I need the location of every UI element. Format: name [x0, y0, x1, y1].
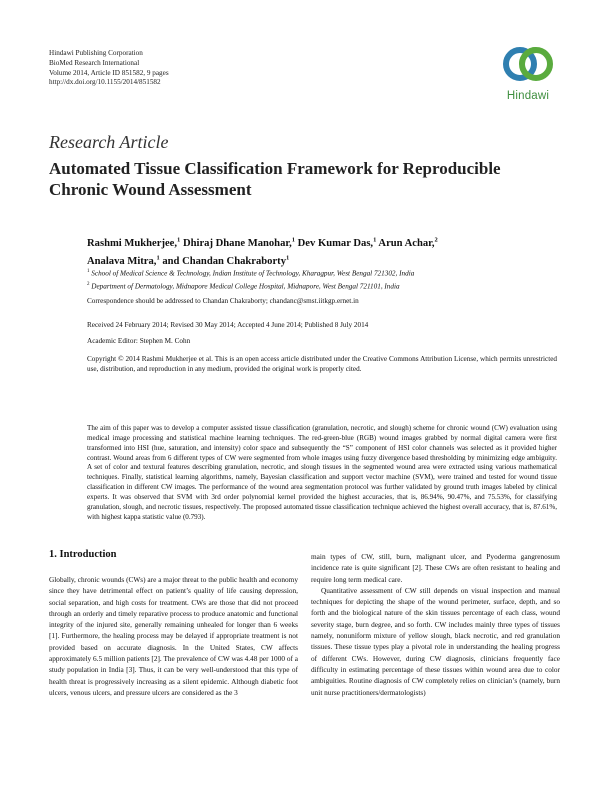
author: Dhiraj Dhane Manohar,$^1$ [182, 236, 295, 249]
section-heading: 1. Introduction [49, 549, 117, 560]
article-type: Research Article [49, 132, 169, 152]
author: Rashmi Mukherjee,$^1$ [87, 236, 181, 249]
publisher: Hindawi Publishing Corporation [49, 49, 143, 57]
affiliation: $^1$ School of Medical Science & Technology, Indian Institute of Technology, Kharagpur, West Bengal 721302, India [87, 269, 415, 278]
dates: Received 24 February 2014; Revised 30 May 2014; Accepted 4 June 2014; Published 8 July 2014 [87, 321, 369, 329]
affiliations [87, 266, 557, 293]
journal-header [49, 49, 169, 88]
author: Arun Achar,$^2$ [378, 236, 438, 249]
author: Dev Kumar Das,$^1$ [297, 236, 377, 249]
paper-title: Automated Tissue Classification Framework for Reproducible Chronic Wound Assessment [49, 159, 501, 199]
author-list [87, 232, 527, 269]
copyright: Copyright © 2014 Rashmi Mukherjee et al. This is an open access article distributed under the Creative Commons Attribution License, which permits unrestricted use, distribution, and reproduction in any medium, provided the original work is properly cited. [87, 355, 557, 373]
hindawi-logo-icon [496, 44, 560, 90]
affiliation: $^2$ Department of Dermatology, Midnapore Medical College Hospital, Midnapore, West Bengal 721101, India [87, 282, 400, 291]
author: Analava Mitra,$^1$ [87, 254, 160, 268]
academic-editor: Academic Editor: Stephen M. Cohn [87, 337, 191, 345]
paragraph: main types of CW, still, burn, malignant ulcer, and Pyoderma gangrenosum incidence rate is quite significant [2]. These CWs are often resistant to healing and require long term medical care. [311, 552, 560, 584]
logo-text: Hindawi [506, 90, 550, 102]
correspondence: Correspondence should be addressed to Chandan Chakraborty; chandanc@smst.iitkgp.ernet.in [87, 297, 359, 305]
column-left [49, 574, 298, 698]
paragraph: Globally, chronic wounds (CWs) are a major threat to the public health and economy since they have detrimental effect on patient’s quality of life causing depression, social separation, and high costs for treatment. CWs are those that did not proceed through an orderly and timely reparative process to produce anatomic and functional integrity of the injured site, generally remaining unhealed for longer than 6 weeks [1]. Furthermore, the healing process may be delayed if appropriate treatment is not provided based on accurate diagnosis. In the United States, CW affects approximately 6.5 million patients [2]. The prevalence of CW was 4.48 per 1000 of a study population in India [3]. Thus, it can be very well-understood that this type of health threat is progressively increasing as a silent epidemic. Although diabetic foot ulcers, venous ulcers, and pressure ulcers are considered as the 3 [49, 575, 298, 697]
author: and Chandan Chakraborty$^1$ [162, 254, 290, 268]
abstract: The aim of this paper was to develop a computer assisted tissue classification (granulation, necrotic, and slough) scheme for chronic wound (CW) evaluation using medical image processing and statistical machine learning techniques. The red-green-blue (RGB) wound images grabbed by normal digital camera were first transformed into HSI (hue, saturation, and intensity) color space and subsequently the “S” component of HSI color channels was selected as it provided higher contrast. Wound areas from 6 different types of CW were segmented from whole images using fuzzy divergence based thresholding by minimizing edge ambiguity. A set of color and textural features describing granulation, necrotic, and slough tissues in the segmented wound area were extracted using various mathematical techniques. Finally, statistical learning algorithms, namely, Bayesian classification and support vector machine (SVM), were trained and tested for wound tissue classification in different CW images. The performance of the wound area segmentation protocol was further validated by ground truth images labeled by clinical experts. It was observed that SVM with 3rd order polynomial kernel provided the highest accuracies, that is, 86.94%, 90.47%, and 75.53%, for classifying granulation, slough, and necrotic tissues, respectively. The proposed automated tissue classification technique achieved the highest overall accuracy, that is, 87.61%, with highest kappa statistic value (0.793). [87, 424, 557, 521]
hindawi-logo [496, 44, 560, 110]
paragraph: Quantitative assessment of CW still depends on visual inspection and manual techniques for depicting the shape of the wound perimeter, surface, depth, and so forth and the biological nature of the skin tissues percentage of each class, wound severity stage, burn degree, and so forth. CW includes mainly three types of tissues namely, nonuniform mixture of yellow slough, black necrotic, and red granulation tissues. These tissue types play a pivotal role in understanding the healing progress of different CWs. However, during CW diagnosis, clinicians frequently face difficulty in estimating percentage of these tissues within wound area due to color ambiguities. Routine diagnosis of CW completely relies on clinician’s (namely, burn unit nurse practitioners/dermatologists) [311, 585, 560, 697]
column-right [311, 551, 560, 698]
doi-link[interactable]: http://dx.doi.org/10.1155/2014/851582 [49, 78, 161, 87]
journal-name: BioMed Research International [49, 58, 140, 67]
volume-info: Volume 2014, Article ID 851582, 9 pages [49, 68, 169, 77]
